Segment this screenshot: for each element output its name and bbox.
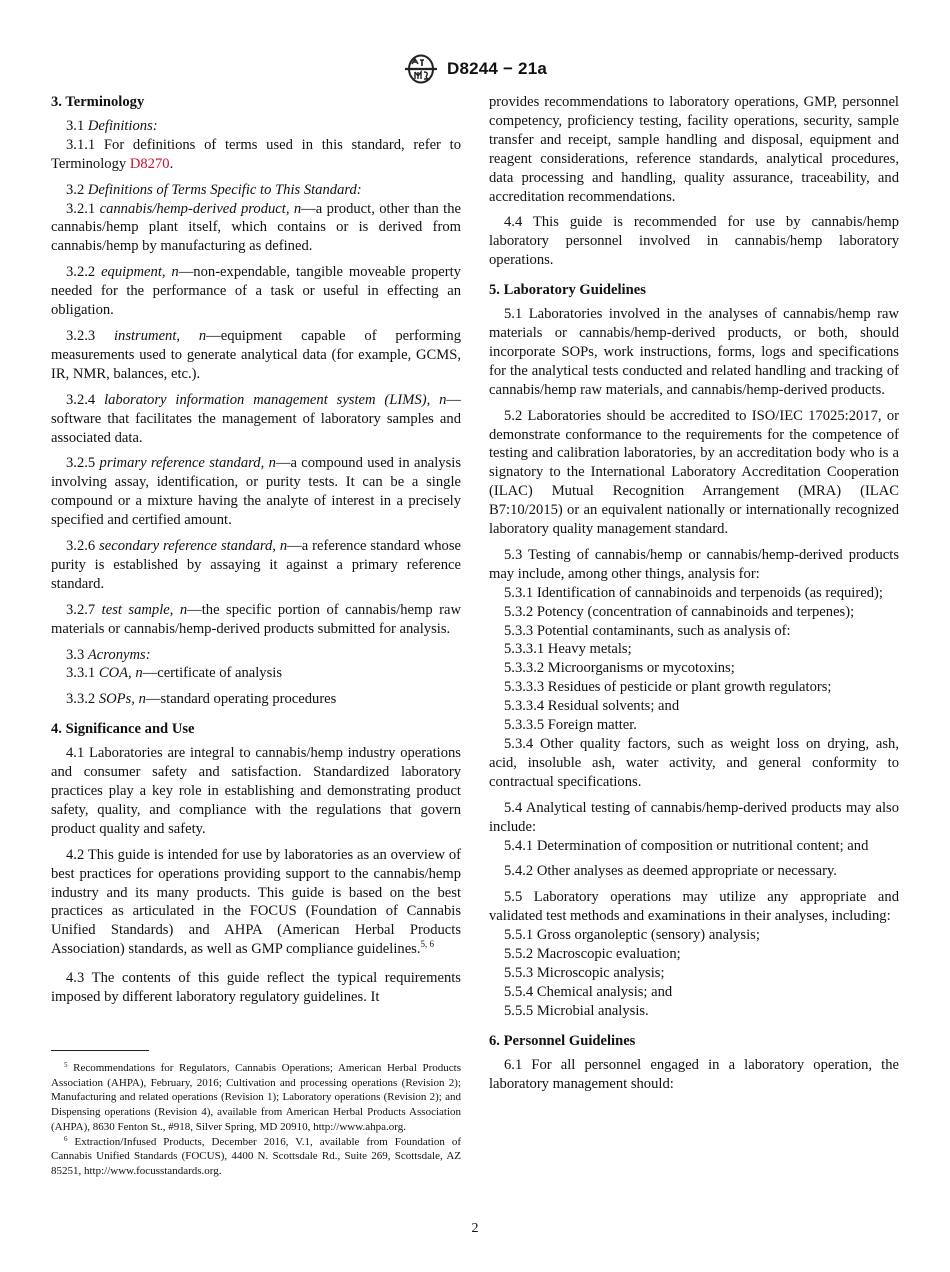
para-3-2-4: 3.2.4 laboratory information management system (LIMS), n—software that facilitates the management of laboratory samples and associated data. [51, 391, 461, 446]
para-4-3-continued: provides recommendations to laboratory operations, GMP, personnel competency, proficiency testing, facility operations, security, sample transfer and receipt, sample handling and disposal, equipment and reagent considerations, reference standards, analytical procedures, data processing and handling, quality assurance, traceability, and accreditation recommendations. [489, 94, 899, 205]
footnote-divider [51, 1050, 149, 1051]
para-5-3-3-1: 5.3.3.1 Heavy metals; [504, 641, 632, 658]
para-3-2-6: 3.2.6 secondary reference standard, n—a reference standard whose purity is established by assaying it against a primary reference standard. [51, 538, 461, 592]
para-3-2-2: 3.2.2 equipment, n—non-expendable, tangible moveable property needed for the performance of a task or useful in effecting an obligation. [51, 264, 461, 319]
section-5-heading: 5. Laboratory Guidelines [489, 282, 646, 299]
para-5-5-4: 5.5.4 Chemical analysis; and [504, 983, 673, 1000]
section-6-heading: 6. Personnel Guidelines [489, 1032, 636, 1049]
page-header [0, 52, 950, 86]
para-5-2: 5.2 Laboratories should be accredited to ISO/IEC 17025:2017, or demonstrate conformance to the requirements for the competence of testing and calibration laboratories, by an accreditation body who is a signatory to the International Laboratory Accreditation Cooperation (ILAC) Mutual Recognition Arrangement (MRA) (ILAC B7:10/2015) or an equivalent nationally or internationally recognized laboratory quality management standard. [489, 407, 899, 538]
para-3-2-1: 3.2.1 cannabis/hemp-derived product, n—a product, other than the cannabis/hemp plant itself, which contains or is derived from cannabis/hemp by manufacturing as defined. [51, 200, 461, 255]
para-5-3-2: 5.3.2 Potency (concentration of cannabinoids and terpenes); [504, 603, 855, 620]
para-4-1: 4.1 Laboratories are integral to cannabis/hemp industry operations and consumer safety and satisfaction. Standardized laboratory practices play a key role in establishing and demonstrating product safety, quality, and compliance with the regulations that govern product quality and safety. [51, 745, 461, 837]
para-5-3: 5.3 Testing of cannabis/hemp or cannabis/hemp-derived products may include, among other things, analysis for: [489, 546, 899, 582]
para-3-2-7: 3.2.7 test sample, n—the specific portion of cannabis/hemp raw materials or cannabis/hemp-derived products submitted for analysis. [51, 601, 461, 637]
para-3-3-1: 3.3.1 COA, n—certificate of analysis [66, 665, 283, 682]
para-6-1: 6.1 For all personnel engaged in a laboratory operation, the laboratory management should: [489, 1056, 899, 1092]
section-3-heading: 3. Terminology [51, 94, 145, 110]
para-5-5: 5.5 Laboratory operations may utilize any appropriate and validated test methods and examinations in their analyses, including: [489, 889, 899, 925]
astm-logo-icon [403, 54, 439, 84]
left-column [51, 93, 461, 1007]
para-5-4: 5.4 Analytical testing of cannabis/hemp-derived products may also include: [489, 799, 899, 835]
para-5-3-1: 5.3.1 Identification of cannabinoids and terpenoids (as required); [504, 584, 883, 601]
standard-designation: D8244 − 21a [446, 59, 548, 78]
para-5-3-4: 5.3.4 Other quality factors, such as weight loss on drying, ash, acid, insoluble ash, water activity, and general conformity to contractual specifications. [489, 736, 899, 790]
para-5-3-3: 5.3.3 Potential contaminants, such as analysis of: [504, 622, 791, 639]
para-3-1-1: 3.1.1 For definitions of terms used in this standard, refer to Terminology D8270. [51, 136, 461, 172]
para-5-3-3-2: 5.3.3.2 Microorganisms or mycotoxins; [504, 660, 735, 677]
para-5-5-3: 5.5.3 Microscopic analysis; [504, 964, 665, 981]
para-3-2-5: 3.2.5 primary reference standard, n—a compound used in analysis involving assay, identification, or purity tests. It can be a single compound or a mixture having the analyte of interest in a precisely specified and certified amount. [51, 455, 461, 529]
para-3-2-3: 3.2.3 instrument, n—equipment capable of performing measurements used to generate analytical data (for example, GCMS, IR, NMR, balances, etc.). [51, 327, 461, 382]
section-4-heading: 4. Significance and Use [51, 721, 195, 738]
para-3-1: 3.1 Definitions: [66, 117, 158, 134]
footnote-5: $^5$ Recommendations for Regulators, Cannabis Operations; American Herbal Products Association (AHPA), February, 2016; Cultivation and processing operations (Revision 2); Manufacturing and related operations (Revision 1); Laboratory operations (Revision 2); and Dispensing operations (Revision 4), available from American Herbal Products Association (AHPA), 8630 Fenton St., #918, Silver Spring, MD 20910, http://www.ahpa.org. [51, 1061, 461, 1133]
footnotes [51, 1061, 461, 1179]
right-column [489, 93, 899, 1093]
para-3-2: 3.2 Definitions of Terms Specific to This Standard: [66, 181, 362, 198]
para-5-4-2: 5.4.2 Other analyses as deemed appropriate or necessary. [504, 863, 837, 880]
d8270-link[interactable]: D8270 [129, 155, 170, 172]
footnote-ref: 5, 6 [420, 939, 434, 950]
para-5-3-3-3: 5.3.3.3 Residues of pesticide or plant growth regulators; [504, 679, 832, 696]
para-5-1: 5.1 Laboratories involved in the analyses of cannabis/hemp raw materials or cannabis/hemp-derived products, or both, should incorporate SOPs, work instructions, forms, logs and specifications for the analytical tests conducted and related handling and tracking of cannabis/hemp raw materials, and cannabis/hemp-derived products. [489, 306, 899, 398]
para-4-2: 4.2 This guide is intended for use by laboratories as an overview of best practices for operations providing support to the cannabis/hemp industry and its many products. This guide is based on the best practices as articulated in the FOCUS (Foundation of Cannabis Unified Standards) and AHPA (American Herbal Products Association) standards, as well as GMP compliance guidelines.$^{5, 6}$ [51, 846, 461, 958]
para-5-3-3-5: 5.3.3.5 Foreign matter. [504, 717, 637, 734]
para-3-3: 3.3 Acronyms: [66, 646, 151, 663]
para-5-5-5: 5.5.5 Microbial analysis. [504, 1002, 649, 1019]
para-5-5-1: 5.5.1 Gross organoleptic (sensory) analysis; [504, 927, 760, 944]
para-5-4-1: 5.4.1 Determination of composition or nutritional content; and [504, 837, 869, 854]
para-4-3: 4.3 The contents of this guide reflect the typical requirements imposed by different laboratory regulatory guidelines. It [51, 970, 461, 1006]
footnote-6: $^6$ Extraction/Infused Products, December 2016, V.1, available from Foundation of Cannabis Unified Standards (FOCUS), 4400 N. Scottsdale Rd., Suite 269, Scottsdale, AZ 85251, http://www.focusstandards.org. [51, 1134, 461, 1177]
para-5-5-2: 5.5.2 Macroscopic evaluation; [504, 946, 681, 963]
para-4-4: 4.4 This guide is recommended for use by cannabis/hemp laboratory personnel involved in cannabis/hemp laboratory operations. [489, 214, 899, 269]
page-number: 2 [471, 1221, 479, 1236]
para-3-3-2: 3.3.2 SOPs, n—standard operating procedures [66, 691, 337, 708]
para-5-3-3-4: 5.3.3.4 Residual solvents; and [504, 698, 680, 715]
